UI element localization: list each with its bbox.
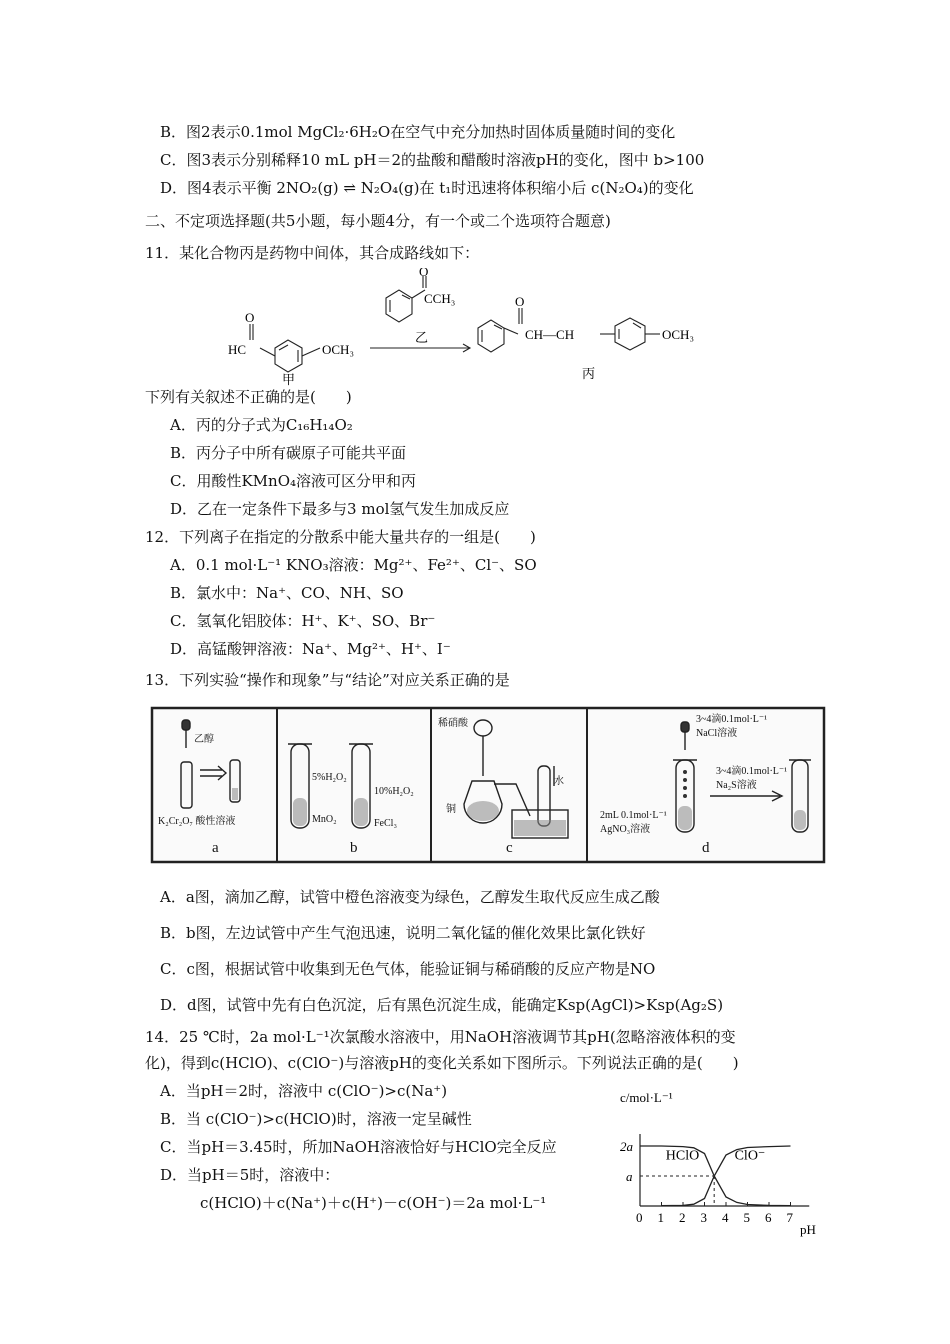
x-tick-label: 2 [679, 1210, 686, 1225]
option-12a: A．0.1 mol·L⁻¹ KNO₃溶液：Mg²⁺、Fe²⁺、Cl⁻、SO [170, 556, 537, 574]
label-d-na2s-1: 3~4滴0.1mol·L⁻¹ [716, 766, 788, 777]
option-14a: A．当pH＝2时，溶液中 c(ClO⁻)>c(Na⁺) [160, 1082, 448, 1100]
x-tick-label: 6 [765, 1210, 772, 1225]
x-tick-label: 0 [636, 1210, 643, 1225]
option-11d: D．乙在一定条件下最多与3 mol氢气发生加成反应 [170, 500, 510, 518]
label-d-ag-1: 2mL 0.1mol·L⁻¹ [600, 810, 667, 821]
panel-label-b: b [350, 840, 358, 856]
bing-chch: CH—CH [525, 327, 575, 342]
label-d-nacl-2: NaCl溶液 [696, 728, 738, 739]
label-b-mno2: MnO₂ [312, 814, 337, 825]
series-label: ClO⁻ [734, 1148, 766, 1164]
synthesis-scheme [220, 268, 720, 386]
question-11-stem: 下列有关叙述不正确的是( ) [145, 388, 352, 406]
x-tick-label: 5 [743, 1210, 750, 1225]
option-10d: D．图4表示平衡 2NO₂(g) ⇌ N₂O₄(g)在 t₁时迅速将体积缩小后 c(N₂O₄)的变化 [160, 179, 694, 197]
option-13a: A．a图，滴加乙醇，试管中橙色溶液变为绿色，乙醇发生取代反应生成乙酸 [160, 888, 660, 906]
y-tick-label: a [626, 1169, 633, 1184]
x-tick-label: 7 [786, 1210, 793, 1225]
panel-label-a: a [212, 840, 219, 856]
panel-label-d: d [702, 840, 710, 856]
option-12b: B．氯水中：Na⁺、CO、NH、SO [170, 584, 404, 602]
section-heading: 二、不定项选择题(共5小题，每小题4分，有一个或二个选项符合题意) [145, 212, 611, 230]
series-line-hclo [640, 1146, 791, 1206]
option-10c: C．图3表示分别稀释10 mL pH＝2的盐酸和醋酸时溶液pH的变化，图中 b>100 [160, 151, 705, 169]
x-tick-label: 4 [722, 1210, 729, 1225]
option-12c: C．氢氧化铝胶体：H⁺、K⁺、SO、Br⁻ [170, 612, 436, 630]
jia-label: 甲 [282, 372, 296, 386]
y-axis-label: c/mol·L⁻¹ [620, 1090, 673, 1105]
option-12d: D．高锰酸钾溶液：Na⁺、Mg²⁺、H⁺、I⁻ [170, 640, 451, 658]
panel-label-c: c [506, 840, 513, 856]
label-b-left: 5%H₂O₂ [312, 772, 347, 783]
apparatus-figure [150, 706, 826, 866]
yi-o: O [419, 268, 429, 279]
yi-label: 乙 [415, 330, 429, 345]
jia-o: O [245, 310, 255, 325]
jia-hc: HC [228, 342, 247, 357]
option-10b: B．图2表示0.1mol MgCl₂·6H₂O在空气中充分加热时固体质量随时间的变化 [160, 123, 676, 141]
label-c-cu: 铜 [446, 804, 456, 815]
y-tick-label: 2a [620, 1139, 633, 1154]
series-label: HClO [665, 1148, 700, 1164]
concentration-ph-chart [610, 1088, 840, 1240]
label-a-ethanol: 乙醇 [194, 734, 214, 745]
question-13: 13．下列实验“操作和现象”与“结论”对应关系正确的是 [145, 671, 510, 689]
option-11a: A．丙的分子式为C₁₆H₁₄O₂ [170, 416, 353, 434]
label-c-water: 水 [554, 776, 564, 787]
label-d-nacl-1: 3~4滴0.1mol·L⁻¹ [696, 714, 768, 725]
x-tick-label: 3 [700, 1210, 707, 1225]
yi-cch3: CCH₃ [424, 291, 456, 306]
option-13c: C．c图，根据试管中收集到无色气体，能验证铜与稀硝酸的反应产物是NO [160, 960, 656, 978]
question-12: 12．下列离子在指定的分散系中能大量共存的一组是( ) [145, 528, 536, 546]
jia-och3: OCH₃ [322, 342, 354, 357]
bing-och3: OCH₃ [662, 327, 694, 342]
option-13b: B．b图，左边试管中产生气泡迅速，说明二氧化锰的催化效果比氯化铁好 [160, 924, 646, 942]
option-14b: B．当 c(ClO⁻)>c(HClO)时，溶液一定呈碱性 [160, 1110, 472, 1128]
option-14c: C．当pH＝3.45时，所加NaOH溶液恰好与HClO完全反应 [160, 1138, 557, 1156]
option-11c: C．用酸性KMnO₄溶液可区分甲和丙 [170, 472, 417, 490]
option-11b: B．丙分子中所有碳原子可能共平面 [170, 444, 407, 462]
option-14d: D．当pH＝5时，溶液中： [160, 1166, 340, 1184]
label-b-fecl3: FeCl₃ [374, 818, 397, 829]
x-tick-label: 1 [657, 1210, 664, 1225]
question-11: 11．某化合物丙是药物中间体，其合成路线如下： [145, 244, 480, 262]
option-13d: D．d图，试管中先有白色沉淀，后有黑色沉淀生成，能确定Ksp(AgCl)>Ksp(Ag₂S) [160, 996, 724, 1014]
question-14-line-2: 化)，得到c(HClO)、c(ClO⁻)与溶液pH的变化关系如下图所示。下列说法正确的是( ) [145, 1054, 739, 1072]
label-d-ag-2: AgNO₃溶液 [600, 824, 651, 835]
question-14-line-1: 14．25 ℃时，2a mol·L⁻¹次氯酸水溶液中，用NaOH溶液调节其pH(忽略溶液体积的变 [145, 1028, 736, 1046]
bing-label: 丙 [582, 366, 596, 381]
label-a-reagent: K₂Cr₂O₇ 酸性溶液 [158, 816, 236, 827]
option-14d-equation: c(HClO)＋c(Na⁺)＋c(H⁺)－c(OH⁻)＝2a mol·L⁻¹ [200, 1194, 547, 1212]
label-b-right: 10%H₂O₂ [374, 786, 414, 797]
x-axis-label: pH [800, 1222, 816, 1237]
label-d-na2s-2: Na₂S溶液 [716, 780, 757, 791]
label-c-acid: 稀硝酸 [438, 718, 468, 729]
bing-o: O [515, 294, 525, 309]
